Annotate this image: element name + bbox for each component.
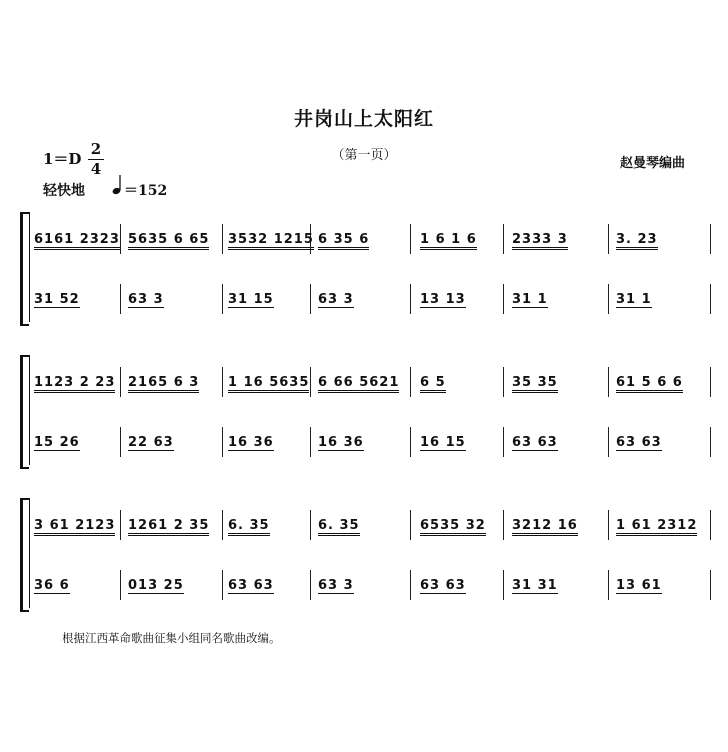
bar-line: [503, 570, 504, 600]
system-line: [29, 498, 30, 608]
bar-line: [710, 510, 711, 540]
bar-line: [120, 427, 121, 457]
bar-line: [503, 224, 504, 254]
upper-measure: 6 5: [420, 375, 446, 393]
lower-measure: 63 3: [318, 578, 354, 593]
bar-line: [410, 367, 411, 397]
tempo-marking: 轻快地: [43, 183, 85, 199]
upper-measure: 3. 23: [616, 232, 658, 250]
system-bracket: [20, 212, 29, 326]
lower-measure: 15 26: [34, 435, 80, 450]
upper-measure: 1 6 1 6: [420, 232, 477, 250]
lower-measure: 31 52: [34, 292, 80, 307]
upper-measure: 1123 2 23: [34, 375, 115, 393]
bar-line: [503, 367, 504, 397]
bar-line: [410, 284, 411, 314]
upper-measure: 6161 2323: [34, 232, 120, 250]
bar-line: [710, 427, 711, 457]
lower-measure: 63 63: [420, 578, 466, 593]
bar-line: [608, 284, 609, 314]
meter-bottom: 4: [90, 160, 102, 178]
bar-line: [608, 427, 609, 457]
lower-measure: 63 63: [616, 435, 662, 450]
bar-line: [310, 570, 311, 600]
bar-line: [120, 224, 121, 254]
upper-measure: 6. 35: [228, 518, 270, 536]
bar-line: [410, 427, 411, 457]
bar-line: [222, 367, 223, 397]
bar-line: [310, 367, 311, 397]
bar-line: [608, 367, 609, 397]
system-bracket: [20, 498, 29, 612]
bar-line: [503, 284, 504, 314]
upper-measure: 1 16 5635: [228, 375, 309, 393]
lower-measure: 63 63: [228, 578, 274, 593]
upper-measure: 6. 35: [318, 518, 360, 536]
bar-line: [608, 224, 609, 254]
system-line: [29, 212, 30, 322]
upper-measure: 5635 6 65: [128, 232, 209, 250]
upper-measure: 6535 32: [420, 518, 486, 536]
lower-measure: 31 31: [512, 578, 558, 593]
bar-line: [310, 427, 311, 457]
lower-measure: 013 25: [128, 578, 184, 593]
lower-measure: 16 15: [420, 435, 466, 450]
upper-measure: 6 35 6: [318, 232, 369, 250]
bar-line: [120, 510, 121, 540]
lower-measure: 36 6: [34, 578, 70, 593]
bar-line: [410, 224, 411, 254]
system-line: [29, 355, 30, 465]
page-subtitle: （第一页）: [331, 148, 397, 163]
bar-line: [222, 224, 223, 254]
lower-measure: 63 3: [318, 292, 354, 307]
upper-measure: 6 66 5621: [318, 375, 399, 393]
tempo-value: ＝152: [124, 183, 168, 199]
upper-measure: 35 35: [512, 375, 558, 393]
upper-measure: 1 61 2312: [616, 518, 697, 536]
bar-line: [710, 224, 711, 254]
bar-line: [410, 570, 411, 600]
meter-top: 2: [90, 140, 102, 158]
bar-line: [710, 570, 711, 600]
footnote: 根据江西革命歌曲征集小组同名歌曲改编。: [62, 631, 281, 645]
lower-measure: 13 61: [616, 578, 662, 593]
lower-measure: 16 36: [318, 435, 364, 450]
bar-line: [503, 427, 504, 457]
upper-measure: 3 61 2123: [34, 518, 115, 536]
upper-measure: 1261 2 35: [128, 518, 209, 536]
bar-line: [608, 510, 609, 540]
time-signature: [88, 141, 104, 178]
bar-line: [310, 510, 311, 540]
lower-measure: 63 63: [512, 435, 558, 450]
lower-measure: 31 1: [616, 292, 652, 307]
bar-line: [410, 510, 411, 540]
upper-measure: 3532 1215: [228, 232, 314, 250]
lower-measure: 16 36: [228, 435, 274, 450]
lower-measure: 13 13: [420, 292, 466, 307]
score-title: 井岗山上太阳红: [293, 108, 434, 130]
bar-line: [222, 284, 223, 314]
arranger-credit: 赵曼琴编曲: [620, 156, 686, 171]
bar-line: [310, 284, 311, 314]
system-bracket: [20, 355, 29, 469]
lower-measure: 31 1: [512, 292, 548, 307]
upper-measure: 2165 6 3: [128, 375, 199, 393]
upper-measure: 2333 3: [512, 232, 568, 250]
lower-measure: 31 15: [228, 292, 274, 307]
lower-measure: 63 3: [128, 292, 164, 307]
bar-line: [120, 284, 121, 314]
bar-line: [710, 367, 711, 397]
bar-line: [120, 570, 121, 600]
bar-line: [710, 284, 711, 314]
bar-line: [222, 510, 223, 540]
quarter-note-icon: [112, 174, 124, 196]
upper-measure: 3212 16: [512, 518, 578, 536]
lower-measure: 22 63: [128, 435, 174, 450]
bar-line: [120, 367, 121, 397]
key-signature: 1＝D: [43, 150, 82, 168]
bar-line: [503, 510, 504, 540]
bar-line: [222, 570, 223, 600]
upper-measure: 61 5 6 6: [616, 375, 683, 393]
bar-line: [608, 570, 609, 600]
bar-line: [222, 427, 223, 457]
